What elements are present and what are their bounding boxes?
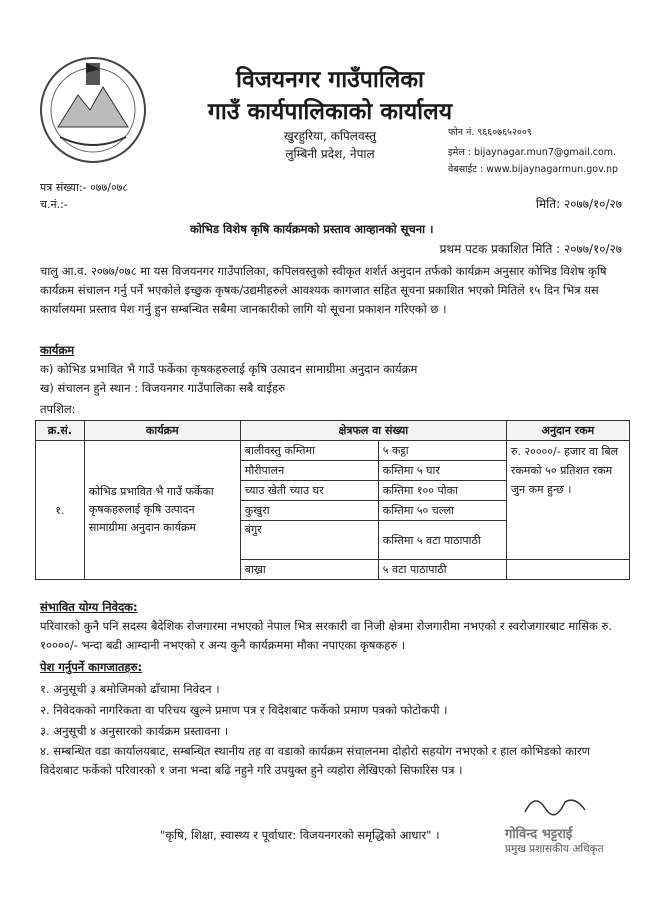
program-item-b: ख) संचालन हुने स्थान : विजयनगर गाउँपालिका सबै वाईहरु bbox=[40, 381, 286, 395]
col-header-sn: क्र.सं. bbox=[36, 421, 85, 441]
notice-title: कोभिड विशेष कृषि कार्यक्रमको प्रस्ताव आव्हानको सूचना । bbox=[190, 222, 434, 236]
cell-qty: कम्तिमा ५ वटा पाठापाठी bbox=[378, 521, 506, 560]
cell-item: बाख्रा bbox=[240, 560, 378, 580]
document-item-4: ४. सम्बन्धित वडा कार्यालयबाट, सम्बन्धित स्थानीय तह वा वडाको कार्यक्रम संचालनमा दोहोरो सहयोग नभएको र हाल कोभिडको कारण विदेशबाट फर्केको परिवारको १ जना भन्दा बढि नहुने गरि उपयुक्त हुने व्यहोरा लेखिएको सिफारिस पत्र । bbox=[40, 744, 590, 777]
signature-block bbox=[505, 790, 625, 855]
cell-item: बालीवस्तु कम्तिमा bbox=[240, 441, 378, 461]
email-address: इमेल : bijaynagar.mun7@gmail.com. bbox=[448, 147, 617, 158]
cell-qty: ५ वटा पाठापाठी bbox=[378, 560, 506, 580]
letter-number: पत्र संख्या:- ०७७/०७८ bbox=[40, 181, 129, 194]
cell-grant-empty bbox=[506, 560, 629, 580]
details-label: तपशिल: bbox=[40, 402, 76, 416]
cell-item: च्याउ खेती च्याउ घर bbox=[240, 481, 378, 501]
first-published-date: प्रथम पटक प्रकाशित मिति : २०७७/१०/२७ bbox=[439, 242, 622, 256]
footer-slogan: "कृषि, शिक्षा, स्वास्थ्य र पूर्वाधार: विजयनगरको समृद्धिको आधार" । bbox=[160, 828, 440, 842]
table-row bbox=[36, 441, 630, 461]
dispatch-number: च.नं.:- bbox=[40, 198, 68, 211]
cell-sn: १. bbox=[36, 441, 85, 580]
website-address: वेबसाईट : www.bijaynagarmun.gov.np bbox=[448, 164, 619, 175]
signature-mark bbox=[505, 790, 625, 820]
col-header-quantity: क्षेत्रफल वा संख्या bbox=[240, 421, 506, 441]
issue-date: मिति: २०७७/१०/२७ bbox=[535, 197, 622, 211]
intro-paragraph: चालु आ.व. २०७७/०७८ मा यस विजयनगर गाउँपालिका, कपिलवस्तुको स्वीकृत शर्शर्त अनुदान तर्फको कार्यक्रम अनुसार कोभिड विशेष कृषि कार्यक्रम संचालन गर्नु पर्ने भएकोले इच्छुक कृषक/उद्यमीहरुले आवश्यक कागजात सहित सूचना प्रकाशित भएको मितिले १५ दिन भित्र यस कार्यालयमा प्रस्ताव पेश गर्नु हुन सम्बन्धित सबैमा जानकारीको लागि यो सूचना प्रकाशन गरिएको छ । bbox=[40, 264, 607, 316]
col-header-program: कार्यक्रम bbox=[84, 421, 240, 441]
address-line-1: खुरहुरिया, कपिलवस्तु bbox=[283, 129, 377, 143]
cell-item: बंगुर bbox=[240, 521, 378, 560]
cell-qty: कम्तिमा १०० पोका bbox=[378, 481, 506, 501]
cell-grant: रु. २००००/- हजार वा बिल रकमको ५० प्रतिशत रकम जुन कम हुन्छ । bbox=[506, 441, 629, 560]
cell-qty: कम्तिमा ५० चल्ला bbox=[378, 501, 506, 521]
cell-item: कुखुरा bbox=[240, 501, 378, 521]
document-item-2: २. निवेदकको नागरिकता वा परिचय खुल्ने प्रमाण पत्र र विदेशबाट फर्केको प्रमाण पत्रको फोटोकपी । bbox=[40, 703, 448, 717]
document-item-1: १. अनुसूची ३ बमोजिमको ढाँचामा निवेदन । bbox=[40, 682, 220, 696]
address-line-2: लुम्बिनी प्रदेश, नेपाल bbox=[285, 147, 375, 161]
program-heading: कार्यक्रम bbox=[40, 343, 75, 357]
eligibility-heading: संभावित योग्य निवेदक: bbox=[40, 600, 138, 614]
document-item-3: ३. अनुसूची ४ अनुसारको कार्यक्रम प्रस्तावना । bbox=[40, 724, 229, 738]
signatory-title: प्रमुख प्रशासकीय अधिकृत bbox=[505, 843, 604, 855]
col-header-grant: अनुदान रकम bbox=[506, 421, 629, 441]
cell-item: मौरीपालन bbox=[240, 461, 378, 481]
signatory-name: गोविन्द भट्टराई bbox=[505, 827, 573, 842]
phone-number: फोन नं. ९६६०७६५२००९ bbox=[448, 127, 532, 138]
municipality-seal-emblem bbox=[38, 55, 148, 165]
documents-heading: पेश गर्नुपर्ने कागजातहरु: bbox=[40, 660, 143, 674]
table-header-row bbox=[36, 421, 630, 441]
municipality-name: विजयनगर गाउँपालिका bbox=[236, 67, 424, 93]
office-name: गाउँ कार्यपालिकाको कार्यालय bbox=[207, 99, 453, 125]
cell-qty: कम्तिमा ५ घार bbox=[378, 461, 506, 481]
cell-program: कोभिड प्रभावित भै गाउँ फर्केका कृषकहरुलाई कृषि उत्पादन सामाग्रीमा अनुदान कार्यक्रम bbox=[84, 441, 240, 580]
program-item-a: क) कोभिड प्रभावित भै गाउँ फर्केका कृषकहरुलाई कृषि उत्पादन सामाग्रीमा अनुदान कार्यक्रम bbox=[40, 362, 418, 376]
eligibility-text: परिवारको कुनै पनि सदस्य बैदेशिक रोजगारमा नभएको नेपाल भित्र सरकारी वा निजी क्षेत्रमा रोजगारीमा नभएको र स्वरोजगारबाट मासिक रु. १००००/- भन्दा बढी आम्दानी नभएको र अन्य कुनै कार्यक्रममा मौका नपाएका कृषकहरु । bbox=[40, 619, 613, 652]
program-table bbox=[35, 420, 630, 580]
cell-qty: ५ कट्ठा bbox=[378, 441, 506, 461]
